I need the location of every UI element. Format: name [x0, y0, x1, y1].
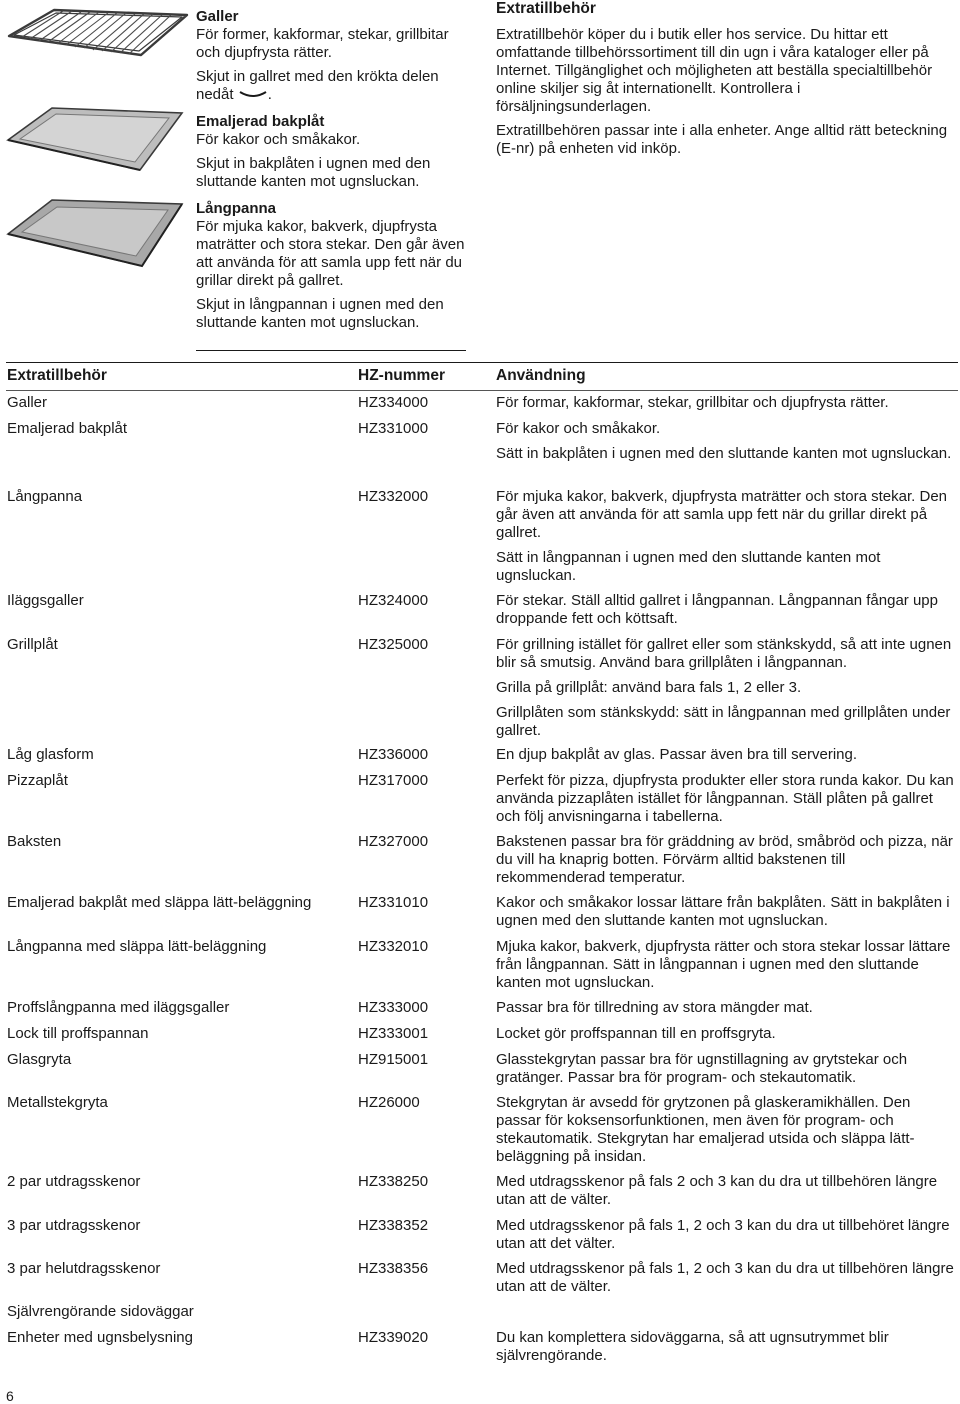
accessory-text: För kakor och småkakor. — [196, 131, 361, 148]
wire-rack-drawing — [6, 4, 190, 60]
cell-usage: Glasstekgrytan passar bra för ugnstillagning av grytstekar och gratänger. Passar bra för program- och stekautomatik. — [496, 1051, 908, 1086]
cell-usage: Kakor och småkakor lossar lättare från bakplåten. Sätt in bakplåten i ugnen med den sluttande kanten mot ugnsluckan. — [496, 894, 950, 929]
cell-accessory: Låg glasform — [7, 746, 94, 763]
cell-usage: Med utdragsskenor på fals 1, 2 och 3 kan du dra ut tillbehöret längre utan att det välter. — [496, 1217, 950, 1252]
accessory-title: Långpanna — [196, 200, 277, 217]
cell-hz-number: HZ339020 — [358, 1329, 429, 1346]
accessory-text: För mjuka kakor, bakverk, djupfrysta maträtter och stora stekar. Den går även att använda för att samla upp fett när du grillar direkt på gallret. — [196, 218, 465, 289]
cell-usage: Locket gör proffspannan till en proffsgryta. — [496, 1025, 776, 1042]
cell-hz-number: HZ325000 — [358, 636, 429, 653]
column-header-usage: Användning — [496, 367, 586, 384]
wire-rack-image — [6, 4, 190, 65]
cell-accessory: Emaljerad bakplåt med släppa lätt-beläggning — [7, 894, 312, 911]
cell-usage: Mjuka kakor, bakverk, djupfrysta rätter och stora stekar lossar lättare från långpannan. Sätt in långpannan i ugnen med den sluttande kanten mot ugnsluckan. — [496, 938, 951, 991]
cell-usage: Med utdragsskenor på fals 2 och 3 kan du dra ut tillbehören längre utan att de välter. — [496, 1173, 938, 1208]
accessory-title: Emaljerad bakplåt — [196, 113, 325, 130]
column-header-hz-number: HZ-nummer — [358, 367, 445, 384]
page-number: 6 — [6, 1388, 14, 1404]
cell-hz-number: HZ334000 — [358, 394, 429, 411]
cell-accessory: Självrengörande sidoväggar — [7, 1303, 194, 1320]
cell-accessory: Grillplåt — [7, 636, 58, 653]
cell-accessory: Metallstekgryta — [7, 1094, 108, 1111]
cell-accessory: Pizzaplåt — [7, 772, 68, 789]
accessory-instruction: Skjut in gallret med den krökta delen nedåt . — [196, 68, 439, 103]
cell-usage: Bakstenen passar bra för gräddning av bröd, småbröd och pizza, när du vill ha knaprig botten. Förvärm alltid bakstenen till rekommenderad temperatur. — [496, 833, 953, 886]
cell-hz-number: HZ331000 — [358, 420, 429, 437]
cell-accessory: Emaljerad bakplåt — [7, 420, 128, 437]
cell-accessory: Iläggsgaller — [7, 592, 84, 609]
cell-hz-number: HZ333000 — [358, 999, 429, 1016]
cell-accessory: Långpanna med släppa lätt-beläggning — [7, 938, 267, 955]
cell-accessory: Baksten — [7, 833, 62, 850]
accessory-emaljerad-bakplat — [196, 113, 466, 191]
divider — [196, 350, 466, 351]
section-title: Extratillbehör — [496, 0, 596, 17]
baking-tray-drawing — [6, 102, 184, 174]
accessory-galler — [196, 8, 466, 104]
divider — [6, 362, 958, 363]
cell-hz-number: HZ324000 — [358, 592, 429, 609]
accessory-langpanna — [196, 200, 466, 332]
cell-hz-number: HZ331010 — [358, 894, 429, 911]
cell-usage: För stekar. Ställ alltid gallret i långpannan. Långpannan fångar upp droppande fett och köttsaft. — [496, 592, 938, 627]
cell-accessory: 2 par utdragsskenor — [7, 1173, 141, 1190]
cell-hz-number: HZ338352 — [358, 1217, 429, 1234]
curved-rack-icon — [238, 90, 268, 100]
accessory-text: För former, kakformar, stekar, grillbitar och djupfrysta rätter. — [196, 26, 449, 61]
cell-accessory: Glasgryta — [7, 1051, 72, 1068]
cell-accessory: Galler — [7, 394, 48, 411]
accessory-instruction: Skjut in bakplåten i ugnen med den sluttande kanten mot ugnsluckan. — [196, 155, 431, 190]
column-header-accessory: Extratillbehör — [7, 367, 107, 384]
cell-hz-number: HZ332010 — [358, 938, 429, 955]
cell-accessory: 3 par utdragsskenor — [7, 1217, 141, 1234]
roasting-pan-drawing — [6, 190, 184, 270]
cell-usage: Du kan komplettera sidoväggarna, så att ugnsutrymmet blir självrengörande. — [496, 1329, 889, 1364]
cell-accessory: 3 par helutdragsskenor — [7, 1260, 161, 1277]
cell-hz-number: HZ338250 — [358, 1173, 429, 1190]
cell-usage: För grillning istället för gallret eller som stänkskydd, så att inte ugnen blir så smutsig. Använd bara grillplåten i långpannan. Grilla på grillplåt: använd bara fals 1, 2 eller 3. Grillplåten som stänkskydd: sätt in långpannan med grillplåten under gallret. — [496, 636, 952, 739]
cell-hz-number: HZ338356 — [358, 1260, 429, 1277]
cell-usage: Stekgrytan är avsedd för grytzonen på glaskeramikhällen. Den passar för koksensorfunktionen, men även för program- och stekautomatik. Stekgrytan har emaljerad utsida och släppa lätt-beläggning på insidan. — [496, 1094, 915, 1165]
cell-accessory: Proffslångpanna med iläggsgaller — [7, 999, 230, 1016]
extra-accessories-info — [496, 0, 956, 158]
cell-accessory: Lock till proffspannan — [7, 1025, 149, 1042]
roasting-pan-image — [6, 190, 184, 275]
cell-usage: För kakor och småkakor. Sätt in bakplåten i ugnen med den sluttande kanten mot ugnsluckan. — [496, 420, 952, 462]
cell-hz-number: HZ26000 — [358, 1094, 420, 1111]
cell-usage: För mjuka kakor, bakverk, djupfrysta maträtter och stora stekar. Den går även att använda för att samla upp fett när du grillar direkt på gallret. Sätt in långpannan i ugnen med den sluttande kanten mot ugnsluckan. — [496, 488, 948, 584]
cell-hz-number: HZ333001 — [358, 1025, 429, 1042]
info-paragraph: Extratillbehören passar inte i alla enheter. Ange alltid rätt beteckning (E-nr) på enheten vid inköp. — [496, 122, 948, 157]
cell-usage: Med utdragsskenor på fals 1, 2 och 3 kan du dra ut tillbehören längre utan att de välter. — [496, 1260, 954, 1295]
cell-usage: Passar bra för tillredning av stora mängder mat. — [496, 999, 813, 1016]
cell-hz-number: HZ336000 — [358, 746, 429, 763]
cell-hz-number: HZ327000 — [358, 833, 429, 850]
accessory-title: Galler — [196, 8, 239, 25]
cell-usage: Perfekt för pizza, djupfrysta produkter eller stora runda kakor. Du kan använda pizzaplåten istället för långpannan. Ställ plåten på gallret och följ anvisningarna i tabellerna. — [496, 772, 954, 825]
cell-hz-number: HZ332000 — [358, 488, 429, 505]
info-paragraph: Extratillbehör köper du i butik eller hos service. Du hittar ett omfattande tillbehörssortiment till din ugn i våra kataloger eller på Internet. Tillgänglighet och möjligheten att beställa specialtillbehör online skiljer sig åt internationellt. Kontrollera i försäljningsunderlagen. — [496, 26, 933, 115]
divider — [6, 390, 958, 391]
cell-usage: En djup bakplåt av glas. Passar även bra till servering. — [496, 746, 858, 763]
baking-tray-image — [6, 102, 184, 179]
cell-hz-number: HZ317000 — [358, 772, 429, 789]
cell-usage: För formar, kakformar, stekar, grillbitar och djupfrysta rätter. — [496, 394, 889, 411]
cell-accessory: Långpanna — [7, 488, 83, 505]
cell-accessory: Enheter med ugnsbelysning — [7, 1329, 193, 1346]
accessory-instruction: Skjut in långpannan i ugnen med den sluttande kanten mot ugnsluckan. — [196, 296, 444, 331]
cell-hz-number: HZ915001 — [358, 1051, 429, 1068]
